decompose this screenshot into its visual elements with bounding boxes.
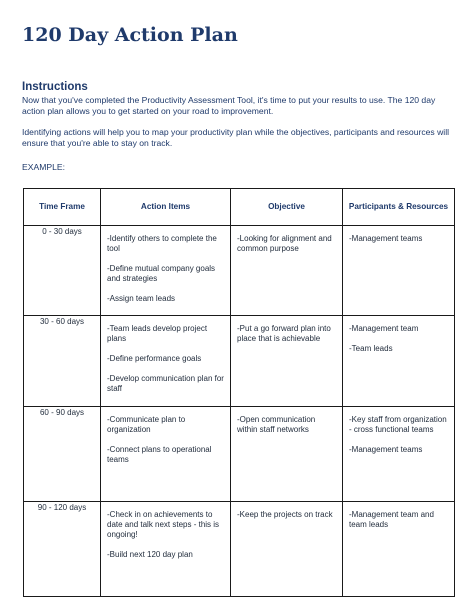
objective-item: -Open communication within staff networks xyxy=(237,415,316,434)
action-items-cell xyxy=(101,407,231,502)
time-frame-cell: 30 - 60 days xyxy=(24,316,101,407)
time-frame-cell: 90 - 120 days xyxy=(24,502,101,597)
participant-item: -Key staff from organization - cross functional teams xyxy=(349,415,447,434)
action-items-cell xyxy=(101,226,231,316)
action-items-cell xyxy=(101,502,231,597)
objective-item: -Put a go forward plan into place that is achievable xyxy=(237,324,331,343)
participant-item: -Management team xyxy=(349,324,419,333)
objective-item: -Looking for alignment and common purpose xyxy=(237,234,332,253)
time-frame-cell: 0 - 30 days xyxy=(24,226,101,316)
participant-item: -Management teams xyxy=(349,234,423,243)
action-item: -Define mutual company goals and strategies xyxy=(107,264,216,283)
page-title: 120 Day Action Plan xyxy=(22,24,238,46)
header-time-frame: Time Frame xyxy=(24,189,101,226)
header-participants-resources: Participants & Resources xyxy=(343,189,455,226)
action-item: -Identify others to complete the tool xyxy=(107,234,217,253)
participants-cell xyxy=(343,502,455,597)
action-items-cell xyxy=(101,316,231,407)
objective-cell xyxy=(231,407,343,502)
objective-item: -Keep the projects on track xyxy=(237,510,333,519)
participant-item: -Management team and team leads xyxy=(349,510,434,529)
table-row xyxy=(24,407,455,502)
participant-item: -Team leads xyxy=(349,344,393,353)
action-item: -Team leads develop project plans xyxy=(107,324,208,343)
objective-cell xyxy=(231,502,343,597)
example-label: EXAMPLE: xyxy=(22,162,65,172)
action-item: -Build next 120 day plan xyxy=(107,550,193,559)
instructions-paragraph-2: Identifying actions will help you to map your productivity plan while the objectives, participants and resources will ensure that you're able to stay on track. xyxy=(22,127,450,148)
participants-cell xyxy=(343,407,455,502)
participants-cell xyxy=(343,226,455,316)
header-action-items: Action Items xyxy=(101,189,231,226)
action-plan-table xyxy=(23,188,455,597)
participants-cell xyxy=(343,316,455,407)
action-item: -Connect plans to operational teams xyxy=(107,445,212,464)
action-item: -Define performance goals xyxy=(107,354,202,363)
header-objective: Objective xyxy=(231,189,343,226)
table-row xyxy=(24,226,455,316)
action-item: -Develop communication plan for staff xyxy=(107,374,224,393)
table-header-row xyxy=(24,189,455,226)
table-row xyxy=(24,502,455,597)
time-frame-cell: 60 - 90 days xyxy=(24,407,101,502)
action-item: -Check in on achievements to date and talk next steps - this is ongoing! xyxy=(107,510,220,539)
objective-cell xyxy=(231,316,343,407)
instructions-paragraph-1: Now that you've completed the Productivity Assessment Tool, it's time to put your results to use. The 120 day action plan allows you to get started on your road to improvement. xyxy=(22,95,436,116)
instructions-heading: Instructions xyxy=(22,81,88,93)
action-item: -Assign team leads xyxy=(107,294,176,303)
objective-cell xyxy=(231,226,343,316)
action-item: -Communicate plan to organization xyxy=(107,415,186,434)
participant-item: -Management teams xyxy=(349,445,423,454)
table-row xyxy=(24,316,455,407)
